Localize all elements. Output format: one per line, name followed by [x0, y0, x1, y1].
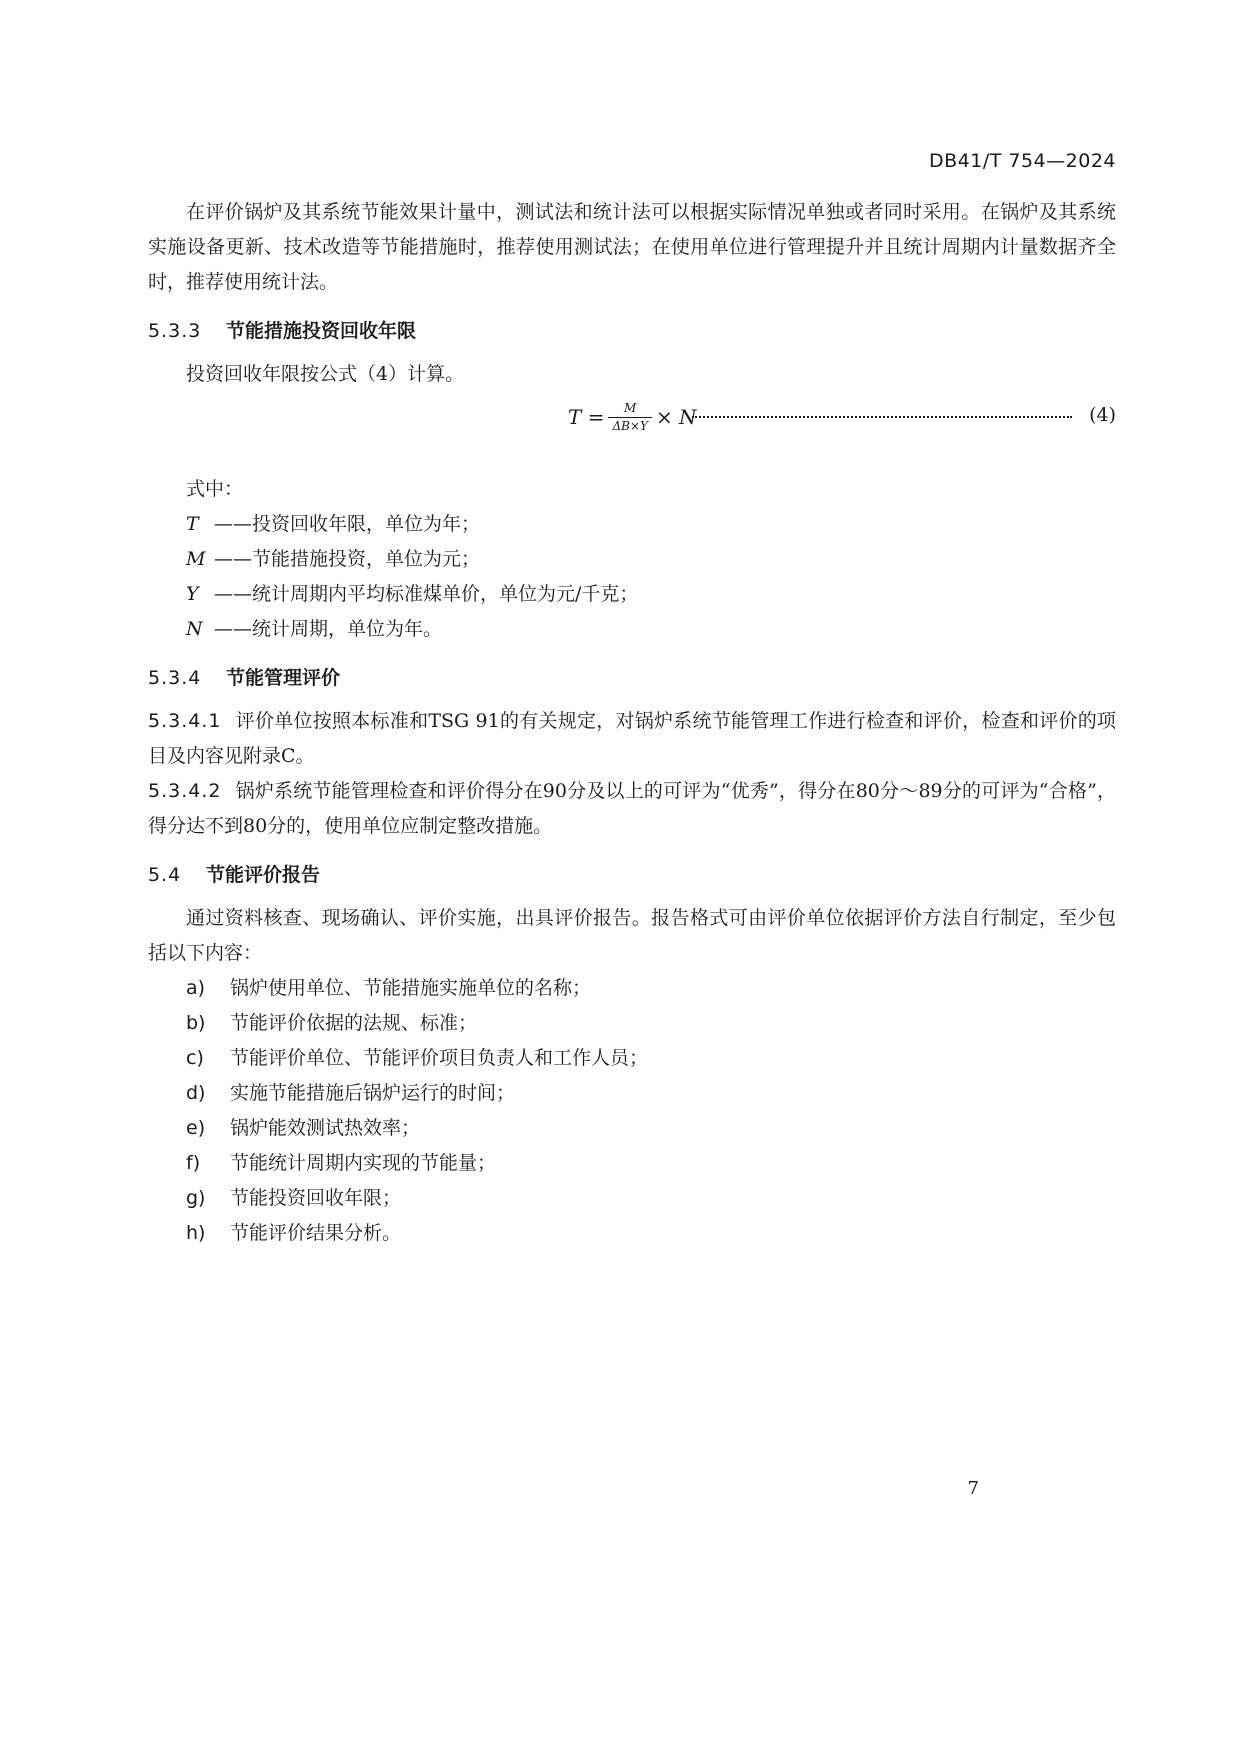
dot-leader [692, 414, 1072, 418]
symbol-definition [148, 612, 1116, 647]
formula-block [148, 396, 1116, 454]
symbol-description: ——节能措施投资，单位为元； [214, 548, 481, 570]
list-text: 节能统计周期内实现的节能量； [230, 1152, 497, 1174]
section-title: 节能措施投资回收年限 [226, 320, 417, 342]
formula-numerator: M [624, 401, 637, 415]
where-label: 式中： [186, 478, 244, 500]
symbol-description: ——统计周期，单位为年。 [214, 618, 443, 640]
formula [568, 400, 697, 435]
list-text: 实施节能措施后锅炉运行的时间； [230, 1082, 516, 1104]
list-text: 节能评价单位、节能评价项目负责人和工作人员； [230, 1047, 649, 1069]
clause-text: 锅炉系统节能管理检查和评价得分在90分及以上的可评为“优秀”，得分在80分～89分的可评为“合格”，得分达不到80分的，使用单位应制定整改措施。 [148, 780, 1116, 837]
symbol-definition [148, 577, 1116, 612]
list-label: a) [186, 977, 206, 999]
clause-5-3-4-2 [148, 774, 1116, 844]
section-number: 5.3.4 [148, 667, 202, 689]
section-number: 5.3.3 [148, 320, 202, 342]
list-label: h) [186, 1222, 206, 1244]
list-item [148, 1216, 1116, 1251]
symbol-definition [148, 507, 1116, 542]
fraction-bar [608, 417, 651, 418]
symbol: M [186, 548, 206, 570]
list-text: 节能评价结果分析。 [230, 1222, 402, 1244]
list-text: 锅炉使用单位、节能措施实施单位的名称； [230, 977, 592, 999]
standard-code: DB41/T 754—2024 [928, 150, 1116, 172]
list-item [148, 1181, 1116, 1216]
section-heading-5-3-3 [148, 314, 1116, 349]
section-heading-5-3-4 [148, 661, 1116, 696]
list-label: e) [186, 1117, 206, 1139]
list-text: 节能投资回收年限； [230, 1187, 402, 1209]
symbol: Y [186, 583, 199, 605]
section-title: 节能管理评价 [226, 667, 341, 689]
symbol-description: ——统计周期内平均标准煤单价，单位为元/千克； [214, 583, 639, 605]
clause-number: 5.3.4.2 [148, 780, 222, 802]
clause-number: 5.3.4.1 [148, 710, 222, 732]
list-label: f) [186, 1152, 201, 1174]
list-item [148, 971, 1116, 1006]
clause-text: 评价单位按照本标准和TSG 91的有关规定，对锅炉系统节能管理工作进行检查和评价，检查和评价的项目及内容见附录C。 [148, 710, 1116, 767]
list-item [148, 1006, 1116, 1041]
formula-lead-text: 投资回收年限按公式（4）计算。 [186, 363, 465, 385]
section-heading-5-4 [148, 858, 1116, 893]
symbol-description: ——投资回收年限，单位为年； [214, 513, 481, 535]
list-item [148, 1076, 1116, 1111]
page-content [148, 195, 1116, 1251]
equation-number: (4) [1089, 404, 1116, 426]
list-item [148, 1111, 1116, 1146]
section-title: 节能评价报告 [206, 864, 321, 886]
symbol: N [186, 618, 203, 640]
section-number: 5.4 [148, 864, 182, 886]
report-lead-text: 通过资料核查、现场确认、评价实施，出具评价报告。报告格式可由评价单位依据评价方法自行制定，至少包括以下内容： [148, 907, 1116, 964]
clause-5-3-4-1 [148, 704, 1116, 774]
list-text: 节能评价依据的法规、标准； [230, 1012, 478, 1034]
intro-paragraph: 在评价锅炉及其系统节能效果计量中，测试法和统计法可以根据实际情况单独或者同时采用。在锅炉及其系统实施设备更新、技术改造等节能措施时，推荐使用测试法；在使用单位进行管理提升并且统计周期内计量数据齐全时，推荐使用统计法。 [148, 201, 1116, 293]
list-label: g) [186, 1187, 206, 1209]
formula-lhs: T = [568, 405, 605, 429]
symbol: T [186, 513, 199, 535]
symbol-definition [148, 542, 1116, 577]
formula-rhs: × N [655, 405, 697, 429]
list-text: 锅炉能效测试热效率； [230, 1117, 421, 1139]
list-item [148, 1041, 1116, 1076]
list-label: d) [186, 1082, 206, 1104]
formula-denominator: ΔB×Y [612, 419, 648, 433]
page-number: 7 [967, 1478, 979, 1499]
list-item [148, 1146, 1116, 1181]
formula-fraction [610, 401, 649, 434]
list-label: c) [186, 1047, 204, 1069]
list-label: b) [186, 1012, 206, 1034]
